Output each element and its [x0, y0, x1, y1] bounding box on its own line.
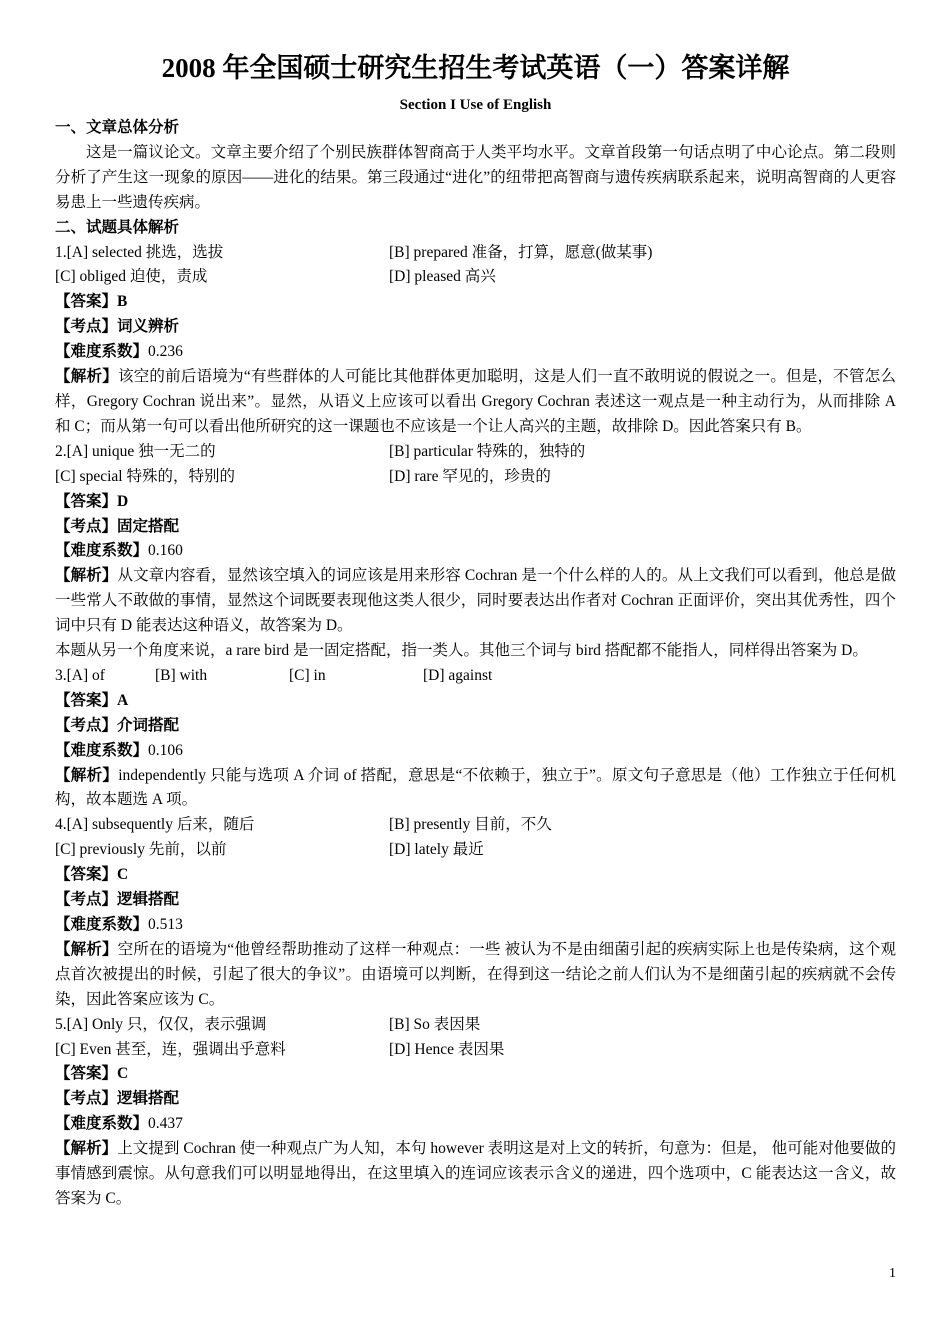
analysis-text: 上文提到 Cochran 使一种观点广为人知，本句 however 表明这是对上文的转折，句意为：但是， 他可能对他要做的事情感到震惊。从句意我们可以明显地得出，在这里填入的连词应该表示含义的递进，四个选项中，C 能表达这一含义，故答案为 C。: [55, 1140, 896, 1207]
analysis-text: independently 只能与选项 A 介词 of 搭配，意思是“不依赖于，独立于”。原文句子意思是（他）工作独立于任何机构，故本题选 A 项。: [55, 766, 896, 809]
difficulty-value: 0.160: [148, 542, 183, 560]
difficulty-line: [55, 913, 896, 938]
analysis-paragraph: [55, 365, 896, 440]
point-line: [55, 515, 896, 540]
analysis-paragraph: [55, 1137, 896, 1212]
point-value: 固定搭配: [117, 517, 180, 535]
difficulty-label: 【难度系数】: [55, 343, 149, 361]
option-b: [B] with: [155, 666, 208, 684]
question-2: [55, 440, 896, 664]
point-value: 逻辑搭配: [117, 891, 180, 909]
analysis-label: 【解析】: [55, 368, 118, 386]
option-c: [C] in: [289, 666, 326, 684]
answer-value: A: [117, 691, 129, 709]
option-a: 3.[A] of: [55, 666, 105, 684]
point-value: 词义辨析: [117, 318, 180, 336]
option-a: 5.[A] Only 只，仅仅，表示强调: [55, 1015, 267, 1033]
answer-line: [55, 689, 896, 714]
option-b: [B] particular 特殊的，独特的: [389, 442, 586, 460]
options-row: [55, 1013, 896, 1038]
point-line: [55, 315, 896, 340]
point-value: 介词搭配: [117, 716, 180, 734]
option-b: [B] presently 目前，不久: [389, 816, 552, 834]
analysis-text: 空所在的语境为“他曾经帮助推动了这样一种观点：一些 被认为不是由细菌引起的疾病实际上也是传染病，这个观点首次被提出的时候，引起了很大的争议”。由语境可以判断，在得到这一结论之前人们认为不是细菌引起的疾病就不会传染，因此答案应该为 C。: [55, 940, 896, 1008]
question-3: [55, 664, 896, 813]
section-subtitle: Section I Use of English: [399, 97, 552, 113]
options-row: [55, 241, 896, 266]
answer-line: [55, 1062, 896, 1087]
option-b: [B] So 表因果: [389, 1015, 481, 1033]
answer-line: [55, 490, 896, 515]
option-d: [D] Hence 表因果: [389, 1040, 505, 1058]
overview-heading: 一、文章总体分析: [55, 119, 180, 136]
question-1: [55, 241, 896, 440]
question-5: [55, 1013, 896, 1212]
difficulty-value: 0.106: [148, 741, 183, 759]
analysis-extra: 本题从另一个角度来说，a rare bird 是一固定搭配，指一类人。其他三个词与 bird 搭配都不能指人，同样得出答案为 D。: [55, 642, 868, 660]
answer-label: 【答案】: [55, 866, 118, 884]
answer-value: B: [117, 293, 128, 311]
answer-line: [55, 863, 896, 888]
answer-value: C: [117, 1065, 129, 1083]
point-label: 【考点】: [55, 517, 118, 535]
difficulty-label: 【难度系数】: [55, 916, 149, 933]
point-label: 【考点】: [55, 1090, 118, 1108]
option-c: [C] Even 甚至，连，强调出乎意料: [55, 1040, 286, 1058]
option-c: [C] previously 先前，以前: [55, 841, 227, 859]
point-label: 【考点】: [55, 318, 118, 336]
answer-value: D: [117, 492, 129, 510]
difficulty-line: [55, 539, 896, 564]
analysis-label: 【解析】: [55, 567, 118, 585]
difficulty-line: [55, 1112, 896, 1137]
difficulty-label: 【难度系数】: [55, 542, 149, 560]
options-row: [55, 838, 896, 863]
page-title: 2008 年全国硕士研究生招生考试英语（一）答案详解: [161, 53, 790, 83]
option-c: [C] obliged 迫使，责成: [55, 268, 208, 286]
analysis-text: 该空的前后语境为“有些群体的人可能比其他群体更加聪明，这是人们一直不敢明说的假说之一。但是，不管怎么样，Gregory Cochran 说出来”。显然，从语义上应该可以看出 Gregory Cochran 表述这一观点是一种主动行为，从而排除 A 和 C；而从第一句可以看出他所研究的这一课题也不应该是一个让人高兴的主题，故排除 D。因此答案只有 B。: [55, 368, 896, 435]
overview-paragraph: 这是一篇议论文。文章主要介绍了个别民族群体智商高于人类平均水平。文章首段第一句话点明了中心论点。第二段则分析了产生这一现象的原因——进化的结果。第三段通过“进化”的纽带把高智商与遗传疾病联系起来，说明高智商的人更容易患上一些遗传疾病。: [55, 143, 896, 211]
answer-label: 【答案】: [55, 492, 118, 510]
point-line: [55, 1087, 896, 1112]
question-4: [55, 813, 896, 1012]
answer-label: 【答案】: [55, 691, 118, 709]
analysis-paragraph: [55, 564, 896, 639]
options-row: [55, 1038, 896, 1063]
option-a: 4.[A] subsequently 后来，随后: [55, 816, 255, 834]
option-b: [B] prepared 准备，打算，愿意(做某事): [389, 243, 653, 261]
options-row: [55, 440, 896, 465]
analysis-paragraph: [55, 938, 896, 1013]
point-label: 【考点】: [55, 716, 118, 734]
point-line: [55, 888, 896, 913]
details-heading: 二、试题具体解析: [55, 218, 180, 236]
option-a: 2.[A] unique 独一无二的: [55, 442, 216, 460]
answer-label: 【答案】: [55, 293, 118, 311]
answer-label: 【答案】: [55, 1065, 118, 1083]
analysis-label: 【解析】: [55, 766, 119, 784]
difficulty-value: 0.236: [148, 343, 183, 361]
options-row: [55, 813, 896, 838]
option-d: [D] lately 最近: [389, 841, 484, 859]
page-number: 1: [889, 1266, 896, 1281]
option-d: [D] pleased 高兴: [389, 268, 496, 286]
analysis-label: 【解析】: [55, 940, 118, 958]
option-d: [D] rare 罕见的，珍贵的: [389, 467, 551, 485]
point-label: 【考点】: [55, 891, 118, 909]
answer-value: C: [117, 866, 129, 884]
difficulty-label: 【难度系数】: [55, 1115, 149, 1133]
option-d: [D] against: [423, 666, 493, 684]
difficulty-line: [55, 340, 896, 365]
options-row: [55, 265, 896, 290]
point-line: [55, 714, 896, 739]
difficulty-value: 0.513: [148, 916, 183, 933]
analysis-label: 【解析】: [55, 1140, 118, 1158]
options-row: [55, 664, 896, 689]
analysis-text: 从文章内容看，显然该空填入的词应该是用来形容 Cochran 是一个什么样的人的。从上文我们可以看到，他总是做一些常人不敢做的事情，显然这个词既要表现他这类人很少，同时要表达出作者对 Cochran 正面评价，突出其优秀性，四个词中只有 D 能表达这种语义，故答案为 D。: [55, 567, 896, 635]
analysis-paragraph: [55, 764, 896, 814]
difficulty-line: [55, 739, 896, 764]
options-row: [55, 465, 896, 490]
answer-line: [55, 290, 896, 315]
point-value: 逻辑搭配: [117, 1090, 180, 1108]
difficulty-label: 【难度系数】: [55, 741, 149, 759]
option-a: 1.[A] selected 挑选，选拔: [55, 243, 224, 261]
option-c: [C] special 特殊的，特别的: [55, 467, 235, 485]
difficulty-value: 0.437: [148, 1115, 183, 1133]
